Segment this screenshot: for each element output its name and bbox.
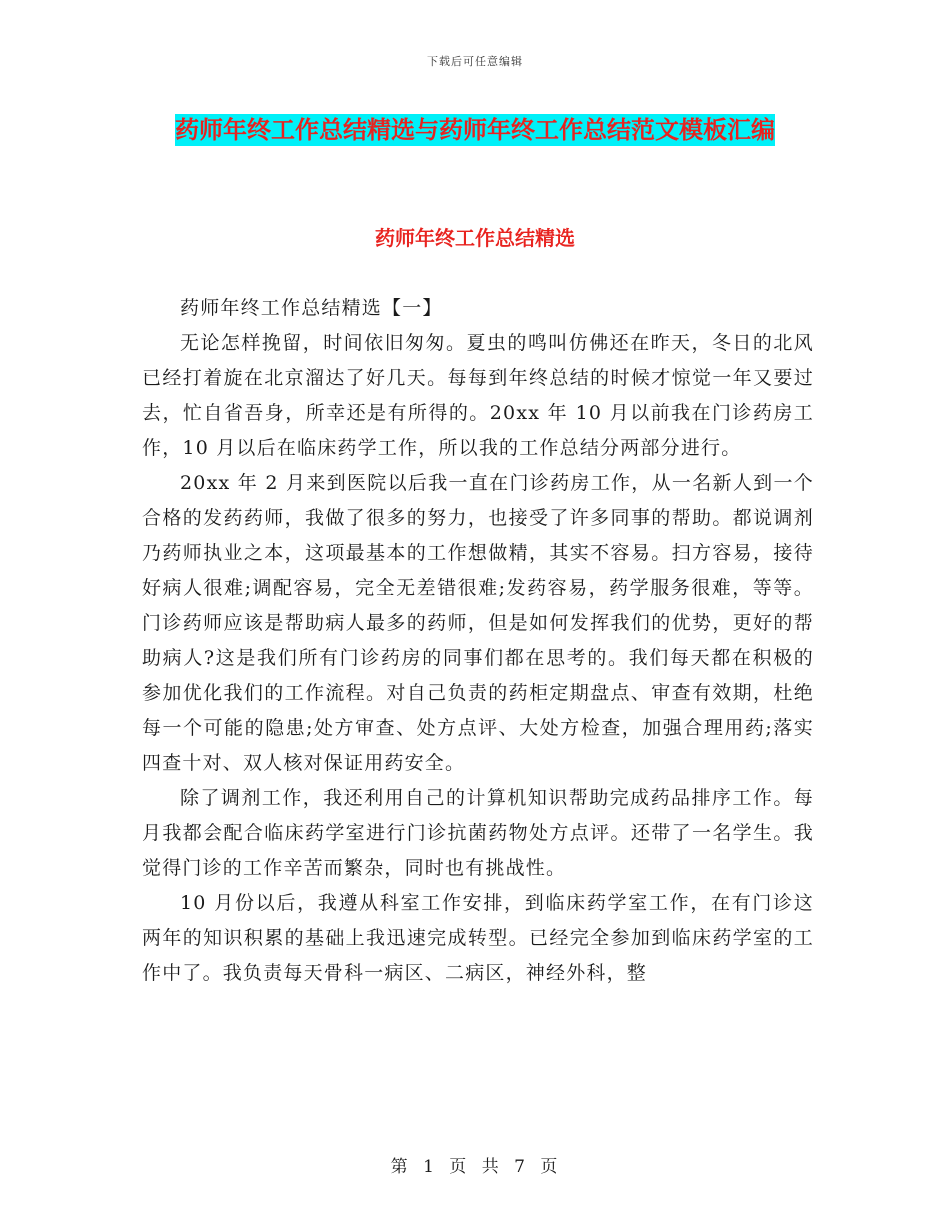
document-title-text: 药师年终工作总结精选与药师年终工作总结范文模板汇编 — [175, 116, 775, 144]
paragraph-subheading: 药师年终工作总结精选【一】 — [180, 297, 443, 319]
body-text — [142, 291, 814, 991]
paragraph: 无论怎样挽留，时间依旧匆匆。夏虫的鸣叫仿佛还在昨天，冬日的北风已经打着旋在北京溜达了好几天。每每到年终总结的时候才惊觉一年又要过去，忙自省吾身，所幸还是有所得的。20xx 年 10 月以前我在门诊药房工作，10 月以后在临床药学工作，所以我的工作总结分两部分进行。 — [142, 332, 814, 459]
section-title: 药师年终工作总结精选 — [375, 226, 575, 250]
paragraph: 除了调剂工作，我还利用自己的计算机知识帮助完成药品排序工作。每月我都会配合临床药学室进行门诊抗菌药物处方点评。还带了一名学生。我觉得门诊的工作辛苦而繁杂，同时也有挑战性。 — [142, 787, 814, 879]
paragraph: 20xx 年 2 月来到医院以后我一直在门诊药房工作，从一名新人到一个合格的发药药师，我做了很多的努力，也接受了许多同事的帮助。都说调剂乃药师执业之本，这项最基本的工作想做精，其实不容易。扫方容易，接待好病人很难;调配容易，完全无差错很难;发药容易，药学服务很难，等等。门诊药师应该是帮助病人最多的药师，但是如何发挥我们的优势，更好的帮助病人?这是我们所有门诊药房的同事们都在思考的。我们每天都在积极的参加优化我们的工作流程。对自己负责的药柜定期盘点、审查有效期，杜绝每一个可能的隐患;处方审查、处方点评、大处方检查，加强合理用药;落实四查十对、双人核对保证用药安全。 — [142, 472, 814, 774]
page-header-note: 下载后可任意编辑 — [427, 55, 523, 68]
paragraph: 10 月份以后，我遵从科室工作安排，到临床药学室工作，在有门诊这两年的知识积累的基础上我迅速完成转型。已经完全参加到临床药学室的工作中了。我负责每天骨科一病区、二病区，神经外科，整 — [142, 892, 814, 984]
page-footer: 第 1 页 共 7 页 — [390, 1157, 560, 1177]
document-title — [142, 108, 808, 152]
